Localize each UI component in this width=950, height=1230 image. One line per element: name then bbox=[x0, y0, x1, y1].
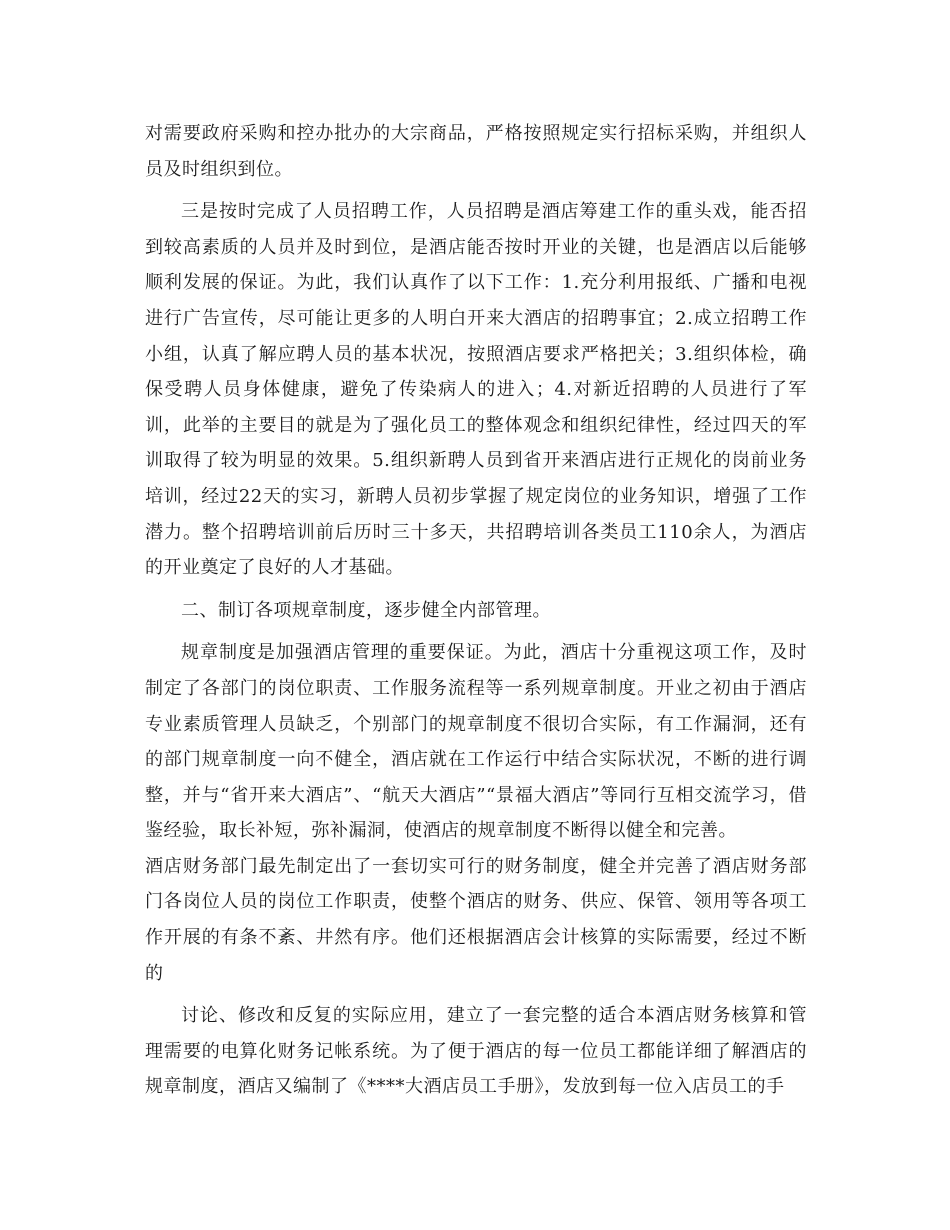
paragraph-regulations: 规章制度是加强酒店管理的重要保证。为此，酒店十分重视这项工作，及时制定了各部门的岗位职责、工作服务流程等一系列规章制度。开业之初由于酒店专业素质管理人员缺乏，个别部门的规章制度不很切合实际，有工作漏洞，还有的部门规章制度一向不健全，酒店就在工作运行中结合实际状况，不断的进行调整，并与“省开来大酒店”、“航天大酒店”“景福大酒店”等同行互相交流学习，借鉴经验，取长补短，弥补漏洞，使酒店的规章制度不断得以健全和完善。 bbox=[145, 642, 807, 842]
paragraph-recruitment: 三是按时完成了人员招聘工作，人员招聘是酒店筹建工作的重头戏，能否招到较高素质的人员并及时到位，是酒店能否按时开业的关键，也是酒店以后能够顺利发展的保证。为此，我们认真作了以下工作：1.充分利用报纸、广播和电视进行广告宣传，尽可能让更多的人明白开来大酒店的招聘事宜；2.成立招聘工作小组，认真了解应聘人员的基本状况，按照酒店要求严格把关；3.组织体检，确保受聘人员身体健康，避免了传染病人的进入；4.对新近招聘的人员进行了军训，此举的主要目的就是为了强化员工的整体观念和组织纪律性，经过四天的军训取得了较为明显的效果。5.组织新聘人员到省开来酒店进行正规化的岗前业务培训，经过22天的实习，新聘人员初步掌握了规定岗位的业务知识，增强了工作潜力。整个招聘培训前后历时三十多天，共招聘培训各类员工110余人，为酒店的开业奠定了良好的人才基础。 bbox=[145, 201, 807, 579]
paragraph-procurement-continuation: 对需要政府采购和控办批办的大宗商品，严格按照规定实行招标采购，并组织人员及时组织到位。 bbox=[145, 123, 807, 180]
paragraph-accounting-system: 讨论、修改和反复的实际应用，建立了一套完整的适合本酒店财务核算和管理需要的电算化财务记帐系统。为了便于酒店的每一位员工都能详细了解酒店的规章制度，酒店又编制了《****大酒店员工手册》，发放到每一位入店员工的手 bbox=[145, 1005, 807, 1098]
document-body bbox=[145, 116, 807, 1105]
paragraph-finance-department: 酒店财务部门最先制定出了一套切实可行的财务制度，健全并完善了酒店财务部门各岗位人员的岗位工作职责，使整个酒店的财务、供应、保管、领用等各项工作开展的有条不紊、井然有序。他们还根据酒店会计核算的实际需要，经过不断的 bbox=[145, 855, 807, 984]
section-heading-regulations: 二、制订各项规章制度，逐步健全内部管理。 bbox=[181, 599, 551, 621]
